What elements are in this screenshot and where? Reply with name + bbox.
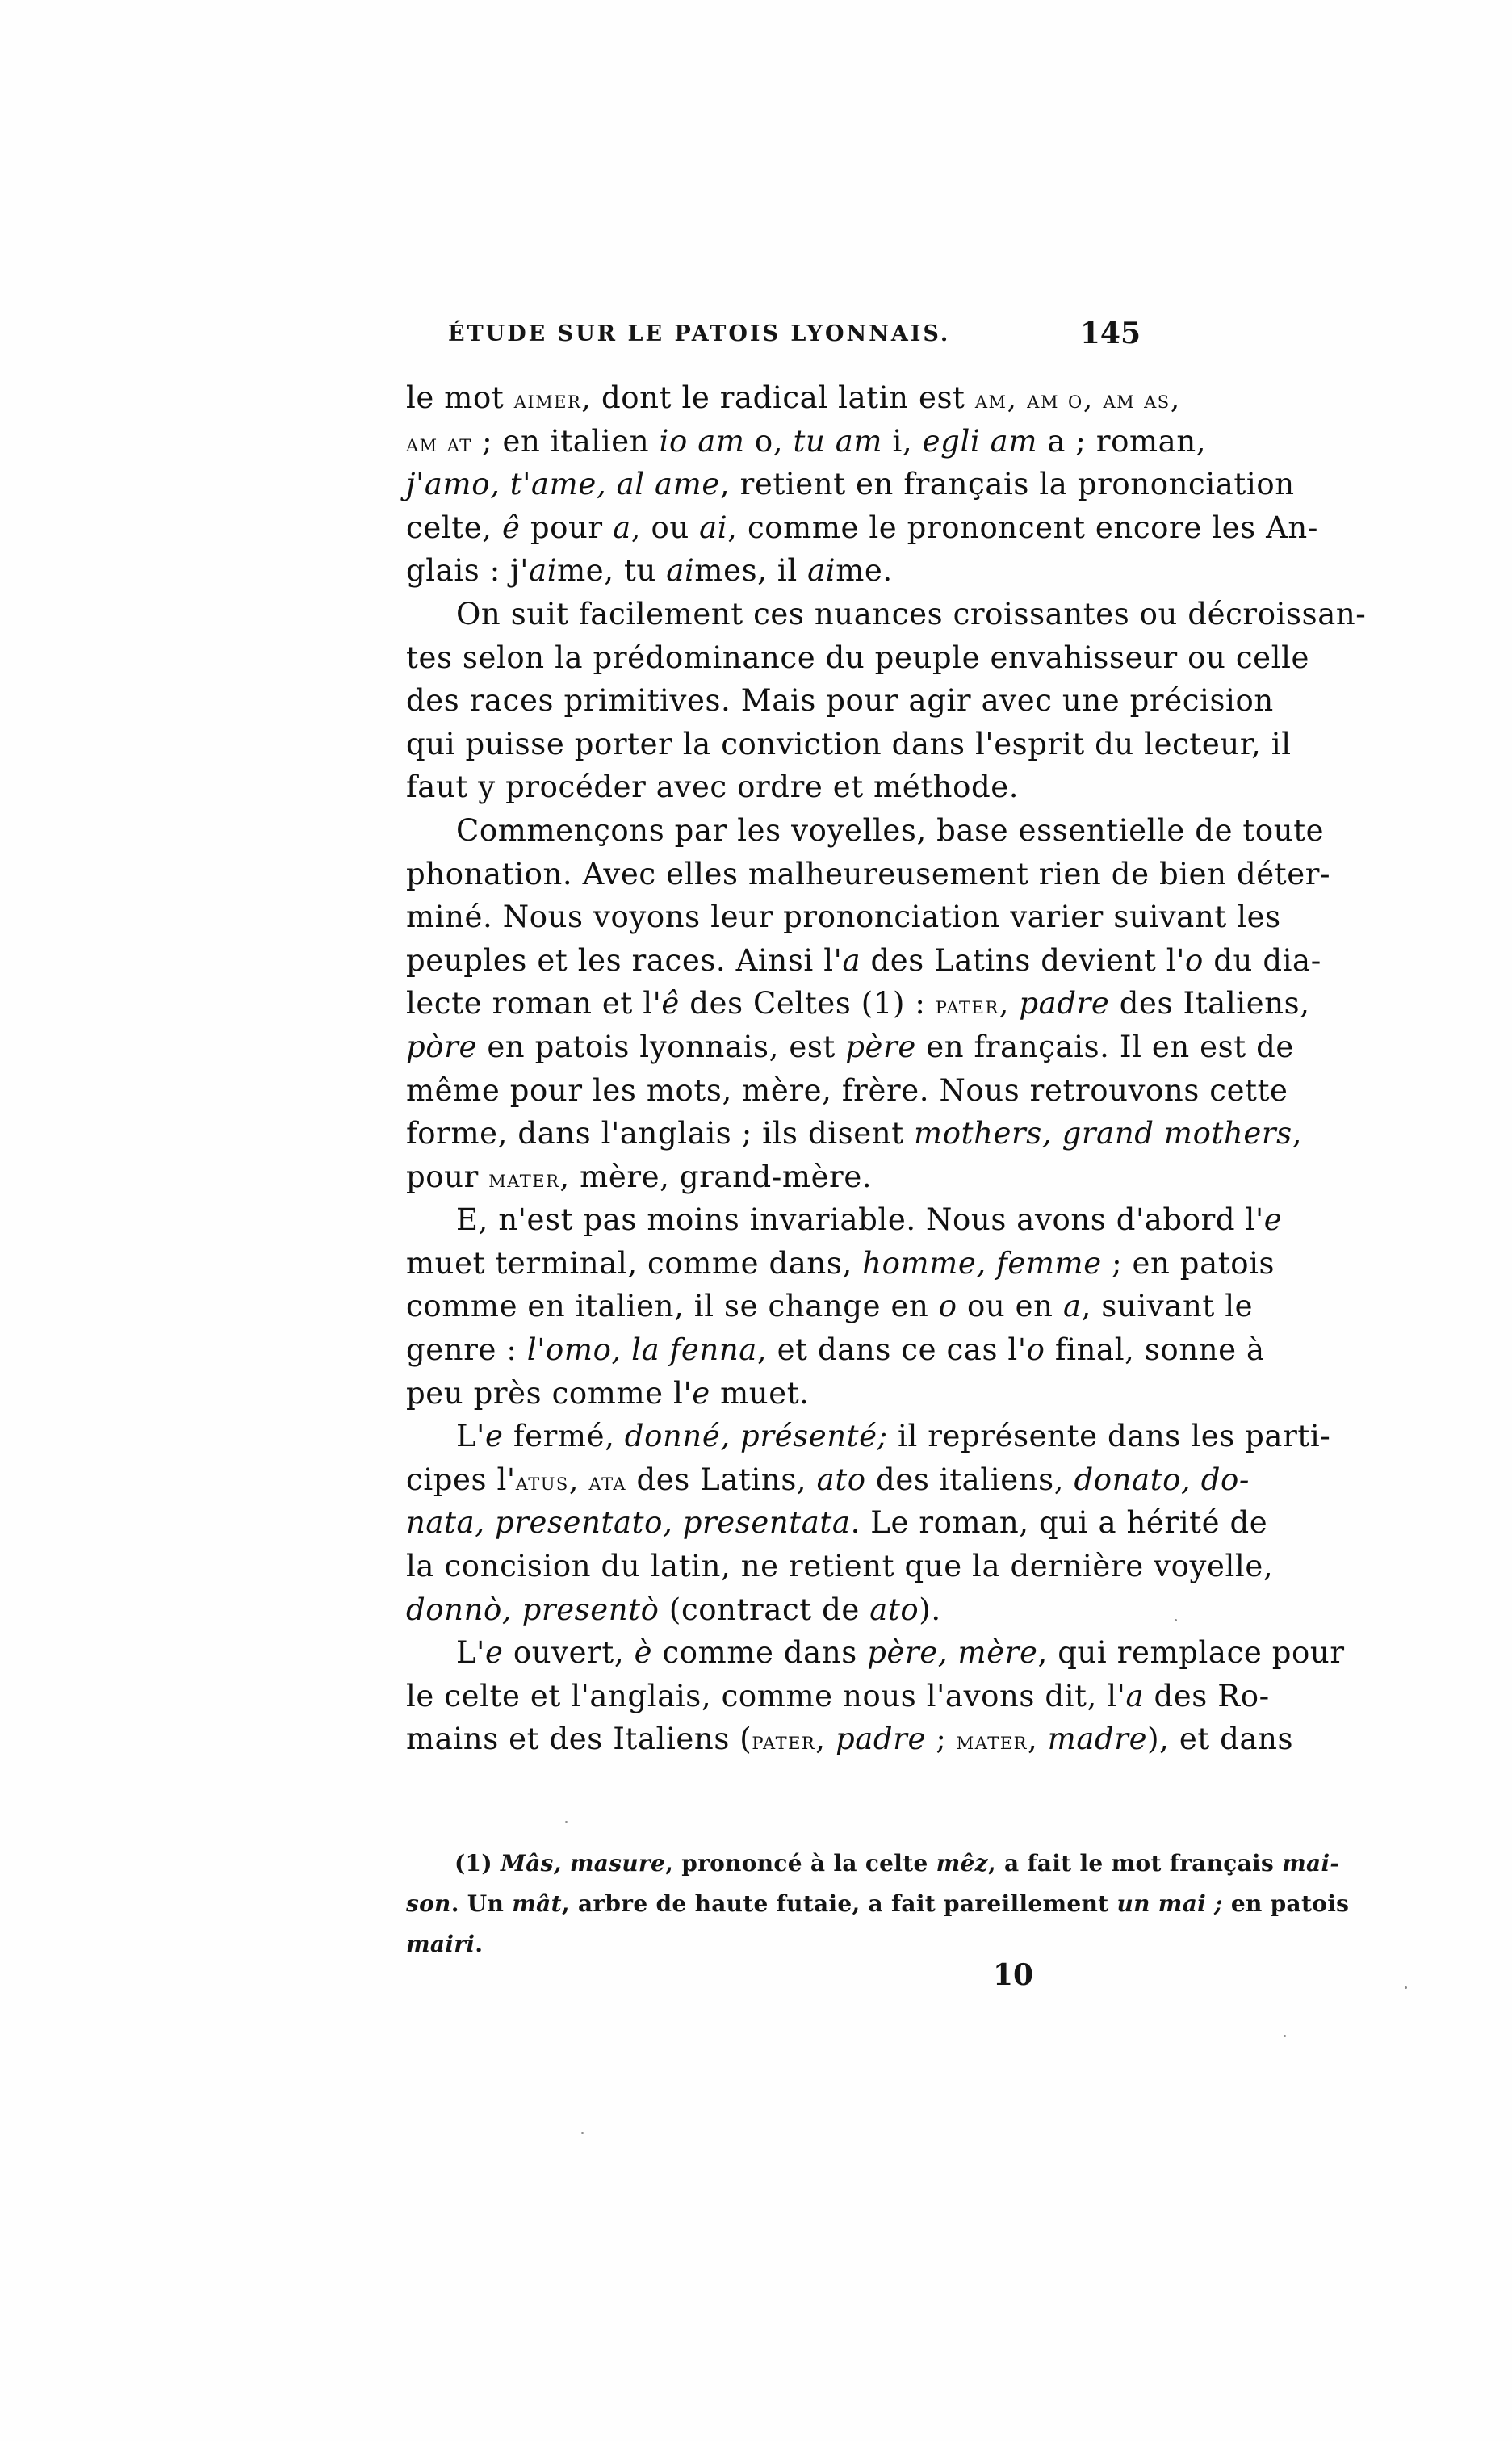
text-run: , retient en français la prononciation: [719, 467, 1295, 502]
footnote: [406, 1843, 1350, 1965]
text-run: ,: [1007, 380, 1028, 415]
italic-text: mai-: [1282, 1850, 1340, 1877]
body-line: [406, 549, 1147, 593]
italic-text: a: [1062, 1289, 1082, 1324]
text-run: miné. Nous voyons leur prononciation varier suivant les: [406, 900, 1281, 935]
small-caps-text: am at: [406, 429, 472, 458]
text-run: o,: [744, 423, 794, 459]
text-run: en patois: [1222, 1890, 1350, 1917]
italic-text: a: [1125, 1678, 1145, 1713]
italic-text: nata, presentato, presentata: [406, 1505, 851, 1541]
footnote-line: [406, 1884, 1350, 1924]
text-run: des Italiens,: [1109, 986, 1310, 1021]
text-run: la concision du latin, ne retient que la dernière voyelle,: [406, 1549, 1274, 1584]
body-line: [406, 1155, 1147, 1199]
italic-text: padre: [1019, 986, 1110, 1021]
body-line: [406, 1069, 1288, 1113]
body-line: [406, 1675, 1270, 1718]
body-line: [406, 506, 1318, 550]
text-run: , a fait le mot français: [987, 1850, 1283, 1877]
italic-text: ê: [661, 986, 680, 1021]
italic-text: Mâs, masure: [500, 1850, 666, 1877]
text-run: ,: [1292, 1116, 1303, 1151]
text-run: des Celtes (1) :: [679, 986, 936, 1021]
scan-speck: [581, 2132, 584, 2134]
italic-text: a: [842, 942, 861, 978]
italic-text: un mai ;: [1116, 1890, 1223, 1917]
small-caps-text: pater: [935, 992, 999, 1021]
italic-text: ê: [501, 510, 521, 545]
italic-text: pòre: [406, 1029, 477, 1064]
text-run: même pour les mots, mère, frère. Nous retrouvons cette: [406, 1072, 1288, 1108]
text-run: lecte roman et l': [406, 986, 662, 1021]
text-run: comme en italien, il se change en: [406, 1289, 939, 1324]
body-line: [406, 939, 1321, 983]
small-caps-text: am o: [1027, 386, 1083, 414]
small-caps-text: mater: [956, 1727, 1028, 1756]
text-run: pour: [520, 510, 614, 545]
italic-text: mât: [512, 1890, 562, 1917]
text-run: ,: [1083, 380, 1104, 415]
body-line: [406, 723, 1292, 766]
text-run: tes selon la prédominance du peuple envahisseur ou celle: [406, 640, 1310, 675]
body-line: [406, 1242, 1275, 1286]
text-run: il représente dans les parti-: [887, 1419, 1331, 1454]
text-run: muet terminal, comme dans,: [406, 1245, 863, 1281]
italic-text: a: [613, 510, 631, 545]
italic-text: madre: [1047, 1722, 1148, 1757]
body-line: [406, 420, 1207, 463]
text-run: ou en: [957, 1289, 1063, 1324]
italic-text: o: [1185, 942, 1204, 978]
text-run: fermé,: [503, 1419, 625, 1454]
body-line: [406, 679, 1274, 723]
body-line: [406, 1112, 1303, 1155]
page-number: 145: [1079, 317, 1141, 350]
text-run: ; en patois: [1101, 1245, 1275, 1281]
scan-speck: [565, 1821, 568, 1823]
text-run: mes, il: [694, 553, 808, 589]
text-run: me.: [836, 553, 893, 589]
text-run: faut y procéder avec ordre et méthode.: [406, 770, 1020, 805]
text-run: (contract de: [659, 1592, 870, 1627]
small-caps-text: pater: [752, 1727, 816, 1756]
text-run: en français. Il en est de: [915, 1029, 1294, 1064]
scan-speck: [1405, 1986, 1407, 1989]
text-run: , dont le radical latin est: [581, 380, 975, 415]
text-run: me, tu: [557, 553, 667, 589]
text-run: .: [475, 1931, 484, 1957]
body-line: [406, 1631, 1345, 1675]
text-run: , prononcé à la celte: [665, 1850, 936, 1877]
text-run: ;: [925, 1722, 957, 1757]
text-run: a ; roman,: [1037, 423, 1207, 459]
text-run: Commençons par les voyelles, base essentielle de toute: [456, 812, 1325, 848]
italic-text: père: [845, 1029, 916, 1064]
text-run: , ou: [630, 510, 700, 545]
body-text: [406, 376, 1367, 1761]
body-line: [406, 1458, 1250, 1502]
italic-text: io am: [659, 423, 745, 459]
text-run: (1): [454, 1850, 501, 1877]
scan-speck: [1175, 1619, 1177, 1621]
italic-text: padre: [835, 1722, 926, 1757]
body-line: [406, 895, 1281, 939]
text-run: ; en italien: [471, 423, 660, 459]
text-run: , qui remplace pour: [1037, 1635, 1345, 1671]
italic-text: son: [406, 1890, 451, 1917]
body-line: [406, 1025, 1294, 1069]
italic-text: tu am: [793, 423, 883, 459]
text-run: muet.: [710, 1375, 810, 1411]
small-caps-text: am as: [1103, 386, 1171, 414]
italic-text: ai: [699, 510, 728, 545]
italic-text: mothers, grand mothers: [914, 1116, 1292, 1151]
text-run: ouvert,: [503, 1635, 635, 1671]
italic-text: donné, présenté;: [624, 1419, 888, 1454]
italic-text: ai: [807, 553, 836, 589]
body-line: [406, 1415, 1331, 1458]
body-line: [406, 1372, 1147, 1416]
signature-mark: 10: [993, 1958, 1034, 1992]
text-run: celte,: [406, 510, 502, 545]
italic-text: e: [484, 1419, 504, 1454]
italic-text: mairi: [406, 1931, 475, 1957]
body-line: [406, 982, 1310, 1025]
scan-speck: [1284, 2035, 1286, 2037]
body-line: [406, 1328, 1265, 1372]
text-run: , comme le prononcent encore les An-: [727, 510, 1318, 545]
small-caps-text: ata: [588, 1467, 627, 1496]
text-run: ,: [999, 986, 1020, 1021]
body-line: [406, 376, 1181, 420]
italic-text: j'amo, t'ame, al ame: [406, 467, 720, 502]
body-line: [406, 593, 1367, 636]
body-line: [406, 463, 1295, 506]
body-line: [406, 1198, 1283, 1242]
italic-text: ai: [529, 553, 558, 589]
text-run: On suit facilement ces nuances croissantes ou décroissan-: [456, 596, 1367, 631]
text-run: ), et dans: [1147, 1722, 1294, 1757]
text-run: , mère, grand-mère.: [559, 1159, 873, 1194]
italic-text: e: [1263, 1202, 1283, 1238]
body-line: [406, 809, 1325, 853]
text-run: pour: [406, 1159, 489, 1194]
italic-text: mêz: [936, 1850, 988, 1877]
italic-text: è: [634, 1635, 653, 1671]
body-line: [406, 1285, 1254, 1328]
text-run: genre :: [406, 1332, 527, 1368]
text-run: le mot: [406, 380, 514, 415]
body-line: [406, 1501, 1268, 1545]
italic-text: donnò, presentò: [406, 1592, 660, 1627]
body-line: [406, 1718, 1294, 1761]
italic-text: egli am: [922, 423, 1038, 459]
text-run: ,: [1027, 1722, 1048, 1757]
text-run: forme, dans l'anglais ; ils disent: [406, 1116, 915, 1151]
text-run: ,: [1170, 380, 1181, 415]
small-caps-text: mater: [488, 1164, 560, 1193]
running-title: ÉTUDE SUR LE PATOIS LYONNAIS.: [448, 321, 951, 346]
italic-text: ato: [869, 1592, 919, 1627]
italic-text: l'omo, la fenna: [526, 1332, 757, 1368]
text-run: , suivant le: [1081, 1289, 1254, 1324]
text-run: L': [456, 1419, 485, 1454]
small-caps-text: atus: [515, 1467, 569, 1496]
text-run: peu près comme l': [406, 1375, 693, 1411]
italic-text: o: [1026, 1332, 1045, 1368]
running-head: [406, 317, 1147, 354]
body-line: [406, 853, 1331, 896]
text-run: des Latins devient l': [861, 942, 1185, 978]
italic-text: père, mère: [867, 1635, 1038, 1671]
text-run: final, sonne à: [1045, 1332, 1265, 1368]
italic-text: o: [938, 1289, 957, 1324]
body-line: [406, 1588, 1147, 1632]
text-run: ,: [568, 1462, 589, 1497]
text-run: L': [456, 1635, 485, 1671]
text-run: , arbre de haute futaie, a fait pareillement: [561, 1890, 1117, 1917]
text-run: des italiens,: [865, 1462, 1074, 1497]
text-run: des Ro-: [1144, 1678, 1270, 1713]
text-run: qui puisse porter la conviction dans l'esprit du lecteur, il: [406, 726, 1292, 761]
text-run: du dia-: [1203, 942, 1321, 978]
text-run: peuples et les races. Ainsi l': [406, 942, 843, 978]
text-run: E, n'est pas moins invariable. Nous avons d'abord l': [456, 1202, 1264, 1238]
text-run: ,: [815, 1722, 836, 1757]
italic-text: ai: [666, 553, 695, 589]
body-line: [406, 1545, 1274, 1588]
footnote-line: [406, 1843, 1340, 1884]
text-run: des Latins,: [626, 1462, 817, 1497]
text-run: , et dans ce cas l': [756, 1332, 1027, 1368]
small-caps-text: am: [974, 386, 1007, 414]
text-run: cipes l': [406, 1462, 516, 1497]
text-run: le celte et l'anglais, comme nous l'avons dit, l': [406, 1678, 1126, 1713]
small-caps-text: aimer: [513, 386, 582, 414]
body-line: [406, 765, 1147, 809]
text-run: mains et des Italiens (: [406, 1722, 752, 1757]
text-run: des races primitives. Mais pour agir avec une précision: [406, 683, 1274, 719]
text-run: . Un: [450, 1890, 513, 1917]
text-run: glais : j': [406, 553, 530, 589]
italic-text: donato, do-: [1074, 1462, 1250, 1497]
footnote-line: [406, 1924, 1147, 1965]
text-run: comme dans: [652, 1635, 868, 1671]
body-line: [406, 636, 1310, 680]
text-run: phonation. Avec elles malheureusement rien de bien déter-: [406, 856, 1331, 891]
text-run: . Le roman, qui a hérité de: [850, 1505, 1268, 1541]
text-run: ).: [919, 1592, 941, 1627]
italic-text: ato: [816, 1462, 866, 1497]
italic-text: e: [692, 1375, 710, 1411]
text-run: en patois lyonnais, est: [476, 1029, 846, 1064]
text-run: i,: [882, 423, 923, 459]
italic-text: e: [484, 1635, 504, 1671]
italic-text: homme, femme: [862, 1245, 1102, 1281]
